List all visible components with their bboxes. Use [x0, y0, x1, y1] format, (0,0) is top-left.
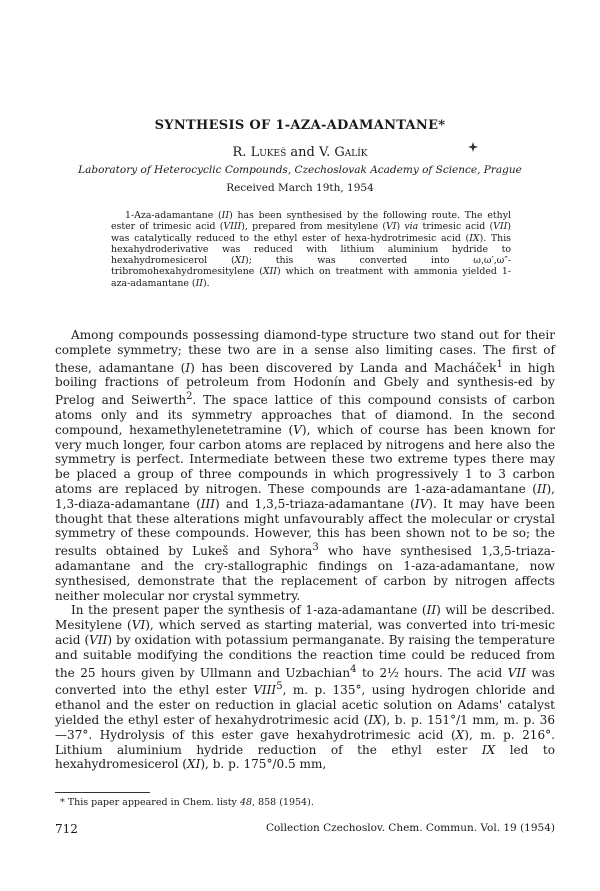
paper-title: SYNTHESIS OF 1-AZA-ADAMANTANE* [154, 118, 446, 133]
received-date: Received March 19th, 1954 [226, 182, 374, 194]
abstract [111, 210, 511, 289]
author-galik: Galík [334, 145, 368, 160]
affiliation: Laboratory of Heterocyclic Compounds, Czechoslovak Academy of Science, Prague [78, 164, 522, 176]
page-number: 712 [55, 822, 78, 836]
body-paragraph-2: In the present paper the synthesis of 1-aza-adamantane (II) will be described. Mesitylene (VI), which served as starting material, was converted into tri-mesic acid (VII) by oxidation with potassium permanganate. By raising the temperature and suitable modifying the conditions the reaction time could be reduced from the 25 hours given by Ullmann and Uzbachian$^4$ to 2½ hours. The acid VII was converted into the ethyl ester VIII$^5$, m. p. 135°, using hydrogen chloride and ethanol and the ester on reduction in glacial acetic solution on Adams' catalyst yielded the ethyl ester of hexahydrotrimesic acid (IX), b. p. 151°/1 mm, m. p. 36—37°. Hydrolysis of this ester gave hexahydrotrimesic acid (X), m. p. 216°. Lithium aluminium hydride reduction of the ethyl ester IX led to hexahydromesicerol (XI), b. p. 175°/0.5 mm, [55, 603, 556, 772]
body-text [55, 328, 555, 772]
footnote-divider [55, 792, 150, 793]
author-lukes: Lukeš [250, 145, 287, 160]
journal-citation: Collection Czechoslov. Chem. Commun. Vol. 19 (1954) [265, 822, 555, 834]
body-paragraph-1: Among compounds possessing diamond-type structure two stand out for their complete symmetry; these two are in a sense also limiting cases. The first of these, adamantane (I) has been discovered by Landa and Macháček$^1$ in high boiling fractions of petroleum from Hodonín and Gbely and synthesis-ed by Prelog and Seiwerth$^2$. The space lattice of this compound consists of carbon atoms only and its symmetry approaches that of diamond. In the second compound, hexamethylenetetramine (V), which of course has been known for very much longer, four carbon atoms are replaced by nitrogens and here also the symmetry is perfect. Intermediate between these two extreme types there may be placed a group of three compounds in which progressively 1 to 3 carbon atoms are replaced by nitrogen. These compounds are 1-aza-adamantane (II), 1,3-diaza-adamantane (III) and 1,3,5-triaza-adamantane (IV). It may have been thought that these alterations might unfavourably affect the molecular or crystal symmetry of these compounds. However, this has been shown not to be so; the results obtained by Lukeš and Syhora$^3$ who have synthesised 1,3,5-triaza-adamantane and the cry-stallographic findings on 1-aza-adamantane, now synthesised, demonstrate that the replacement of carbon by nitrogen affects neither molecular nor crystal symmetry. [55, 328, 555, 603]
abstract-paragraph: 1-Aza-adamantane (II) has been synthesised by the following route. The ethyl ester of trimesic acid (VIII), prepared from mesitylene (VI) via trimesic acid (VII) was catalytically reduced to the ethyl ester of hexa-hydrotrimesic acid (IX). This hexahydroderivative was reduced with lithium aluminium hydride to hexahydromesicerol (XI); this was converted into ω,ω′,ω″-tribromohexahydromesitylene (XII) which on treatment with ammonia yielded 1-aza-adamantane (II). [111, 210, 511, 289]
footnote: * This paper appeared in Chem. listy 48, 858 (1954). [60, 797, 314, 808]
authors: R. Lukeš and V. Galík [232, 145, 368, 160]
